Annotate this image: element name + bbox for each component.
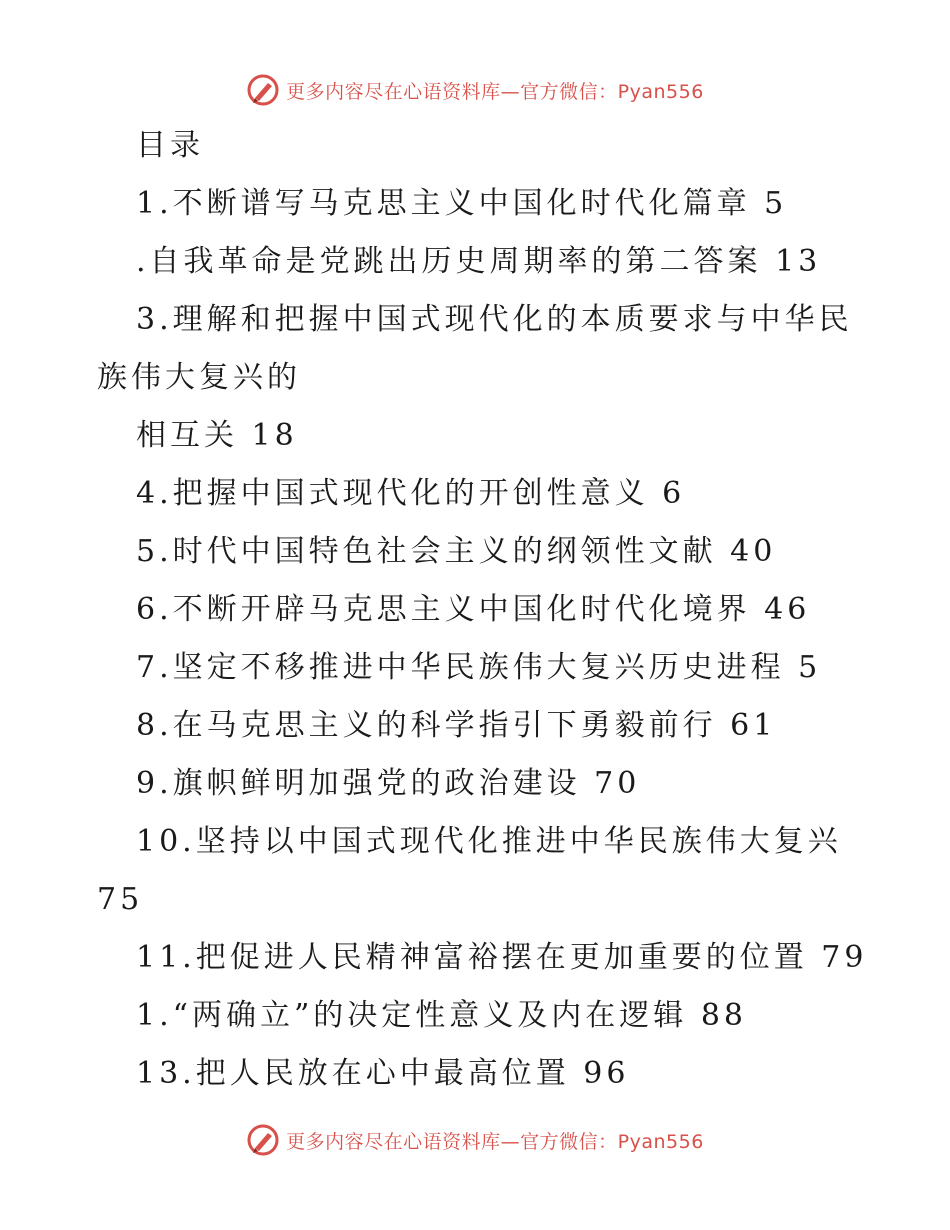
pen-logo-icon — [246, 1123, 280, 1157]
toc-line: 相互关 18 — [136, 418, 298, 453]
toc-line: 75 — [97, 882, 144, 917]
header-banner — [0, 70, 950, 110]
toc-line: 9.旗帜鲜明加强党的政治建设 70 — [136, 766, 641, 801]
toc-line: .自我革命是党跳出历史周期率的第二答案 13 — [136, 244, 822, 279]
toc-line: 11.把促进人民精神富裕摆在更加重要的位置 79 — [136, 940, 868, 975]
toc-line: 1.“两确立”的决定性意义及内在逻辑 88 — [136, 998, 748, 1033]
toc-line: 5.时代中国特色社会主义的纲领性文献 40 — [136, 534, 777, 569]
toc-line: 8.在马克思主义的科学指引下勇毅前行 61 — [136, 708, 777, 743]
toc-line: 1.不断谱写马克思主义中国化时代化篇章 5 — [136, 186, 788, 221]
pen-logo-icon — [246, 73, 280, 107]
header-banner-text: 更多内容尽在心语资料库—官方微信：Pyan556 — [286, 80, 704, 103]
toc-line: 族伟大复兴的 — [97, 360, 301, 395]
toc-line: 3.理解和把握中国式现代化的本质要求与中华民 — [136, 302, 853, 337]
toc-title: 目录 — [136, 128, 204, 163]
footer-banner-text: 更多内容尽在心语资料库—官方微信：Pyan556 — [286, 1130, 704, 1153]
toc-line: 7.坚定不移推进中华民族伟大复兴历史进程 5 — [136, 650, 822, 685]
toc-line: 4.把握中国式现代化的开创性意义 6 — [136, 476, 686, 511]
toc-line: 10.坚持以中国式现代化推进中华民族伟大复兴 — [136, 824, 842, 859]
footer-banner — [0, 1120, 950, 1160]
toc-line: 6.不断开辟马克思主义中国化时代化境界 46 — [136, 592, 811, 627]
toc-line: 13.把人民放在心中最高位置 96 — [136, 1056, 630, 1091]
